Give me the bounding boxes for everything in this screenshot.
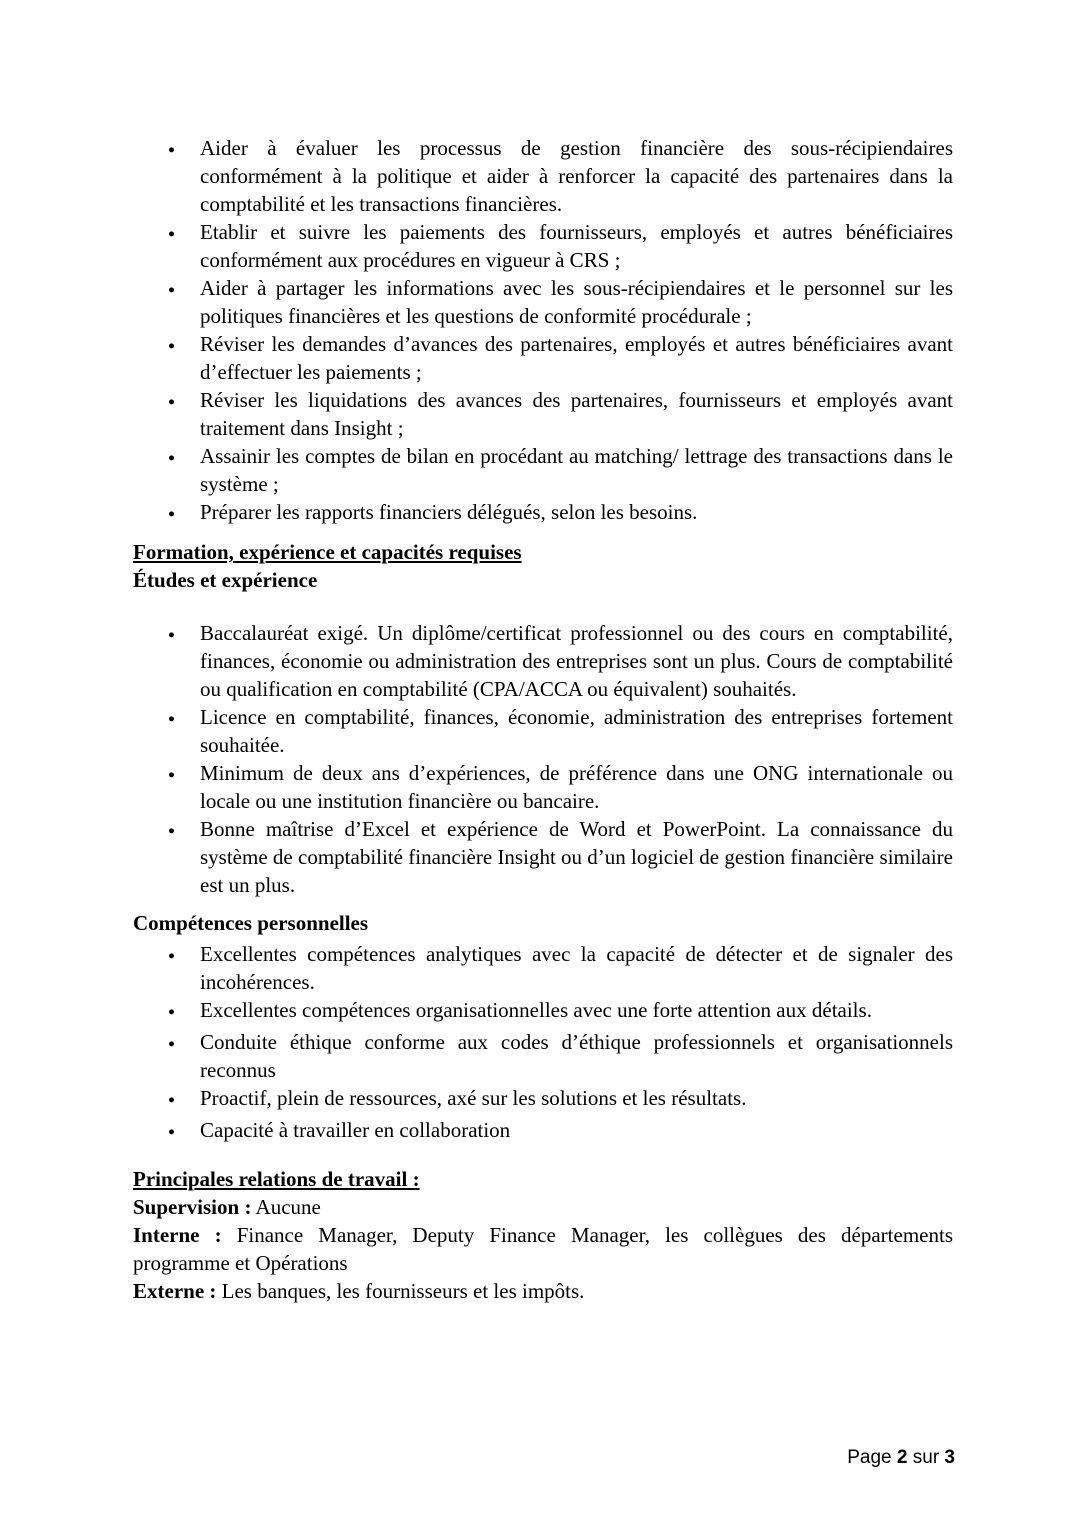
bullet-icon — [168, 1116, 200, 1148]
bullet-icon — [168, 759, 200, 815]
list-item — [133, 442, 953, 498]
list-item — [133, 703, 953, 759]
bullet-icon — [168, 274, 200, 330]
list-item — [133, 940, 953, 996]
list-item-text: Réviser les demandes d’avances des partenaires, employés et autres bénéficiaires avant d’effectuer les paiements ; — [200, 332, 953, 384]
bullet-icon — [168, 134, 200, 218]
page-footer — [837, 1420, 955, 1470]
list-item-text: Conduite éthique conforme aux codes d’éthique professionnels et organisationnels reconnus — [200, 1030, 953, 1082]
footer-total-pages: 3 — [944, 1447, 955, 1468]
list-item — [133, 1028, 953, 1084]
list-item-text: Etablir et suivre les paiements des fournisseurs, employés et autres bénéficiaires conformément aux procédures en vigueur à CRS ; — [200, 220, 953, 272]
relation-label: Externe : — [133, 1279, 217, 1303]
relation-value: Les banques, les fournisseurs et les impôts. — [221, 1279, 585, 1303]
list-item — [133, 498, 953, 530]
relation-row-supervision — [133, 1193, 953, 1221]
list-item — [133, 619, 953, 703]
list-item-text: Assainir les comptes de bilan en procédant au matching/ lettrage des transactions dans le système ; — [200, 444, 953, 496]
bullet-icon — [168, 330, 200, 386]
bullet-icon — [168, 815, 200, 899]
list-item — [133, 1116, 953, 1148]
list-item — [133, 330, 953, 386]
relation-row-externe — [133, 1277, 953, 1305]
list-item-text: Capacité à travailler en collaboration — [200, 1118, 511, 1142]
list-item-text: Excellentes compétences analytiques avec la capacité de détecter et de signaler des incohérences. — [200, 942, 953, 994]
list-item-text: Préparer les rapports financiers délégués, selon les besoins. — [200, 500, 698, 524]
list-item-text: Baccalauréat exigé. Un diplôme/certificat professionnel ou des cours en comptabilité, finances, économie ou administration des entreprises sont un plus. Cours de comptabilité ou qualification en comptabilité (CPA/ACCA ou équivalent) souhaités. — [200, 621, 953, 701]
list-item-text: Bonne maîtrise d’Excel et expérience de Word et PowerPoint. La connaissance du système de comptabilité financière Insight ou d’un logiciel de gestion financière similaire est un plus. — [200, 817, 953, 897]
section-subheading-etudes: Études et expérience — [133, 568, 318, 592]
bullet-icon — [168, 498, 200, 530]
relation-value: Finance Manager, Deputy Finance Manager, les collègues des départements programme et Opérations — [133, 1223, 953, 1275]
list-item — [133, 759, 953, 815]
list-item — [133, 386, 953, 442]
section-heading-competences: Compétences personnelles — [133, 911, 369, 935]
bullet-icon — [168, 1084, 200, 1116]
list-item — [133, 134, 953, 218]
relation-row-interne — [133, 1221, 953, 1277]
bullet-icon — [168, 218, 200, 274]
list-item-text: Réviser les liquidations des avances des partenaires, fournisseurs et employés avant traitement dans Insight ; — [200, 388, 953, 440]
list-item-text: Aider à évaluer les processus de gestion financière des sous-récipiendaires conformément à la politique et aider à renforcer la capacité des partenaires dans la comptabilité et les transactions financières. — [200, 136, 953, 216]
list-item-text: Proactif, plein de ressources, axé sur les solutions et les résultats. — [200, 1086, 747, 1110]
responsibilities-list — [133, 134, 953, 530]
skills-list — [133, 940, 953, 1148]
list-item — [133, 218, 953, 274]
relation-label: Supervision : — [133, 1195, 252, 1219]
list-item — [133, 815, 953, 899]
list-item — [133, 274, 953, 330]
bullet-icon — [168, 703, 200, 759]
bullet-icon — [168, 442, 200, 498]
footer-separator: sur — [907, 1447, 945, 1468]
section-heading-relations: Principales relations de travail : — [133, 1167, 420, 1191]
list-item-text: Licence en comptabilité, finances, économie, administration des entreprises fortement souhaitée. — [200, 705, 953, 757]
bullet-icon — [168, 1028, 200, 1084]
footer-page-number: 2 — [896, 1447, 908, 1468]
list-item — [133, 996, 953, 1028]
section-heading-formation: Formation, expérience et capacités requises — [133, 540, 522, 564]
list-item-text: Minimum de deux ans d’expériences, de préférence dans une ONG internationale ou locale ou une institution financière ou bancaire. — [200, 761, 953, 813]
bullet-icon — [168, 386, 200, 442]
list-item-text: Excellentes compétences organisationnelles avec une forte attention aux détails. — [200, 998, 872, 1022]
bullet-icon — [168, 996, 200, 1028]
list-item-text: Aider à partager les informations avec les sous-récipiendaires et le personnel sur les politiques financières et les questions de conformité procédurale ; — [200, 276, 953, 328]
bullet-icon — [168, 619, 200, 703]
list-item — [133, 1084, 953, 1116]
relation-value: Aucune — [255, 1195, 321, 1219]
education-list — [133, 619, 953, 899]
footer-page-word: Page — [847, 1447, 897, 1468]
bullet-icon — [168, 940, 200, 996]
relation-label: Interne : — [133, 1223, 222, 1247]
